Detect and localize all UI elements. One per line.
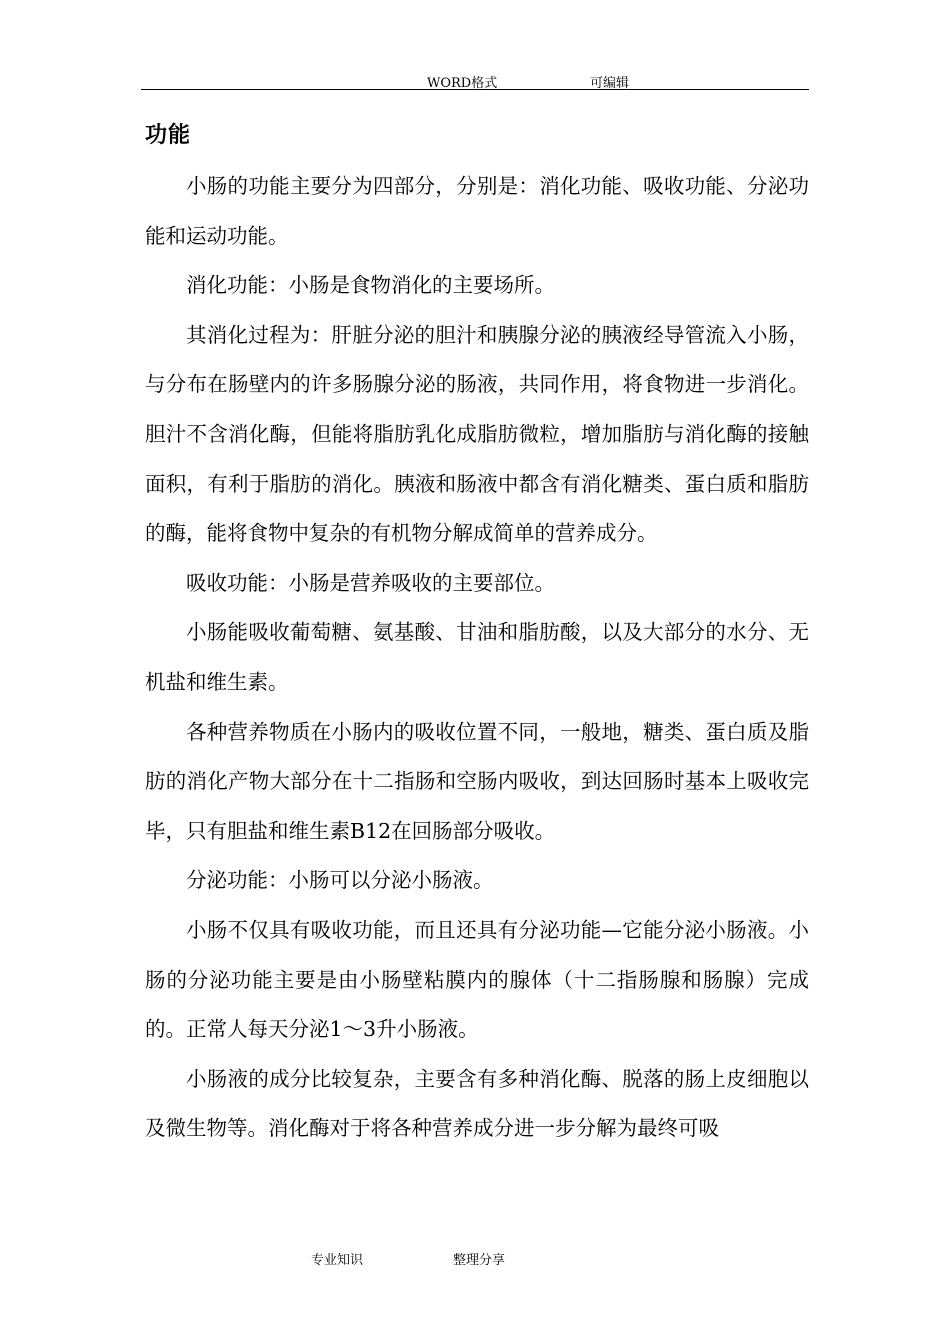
paragraph: 小肠能吸收葡萄糖、氨基酸、甘油和脂肪酸，以及大部分的水分、无机盐和维生素。 [145, 620, 809, 694]
paragraph: 分泌功能：小肠可以分泌小肠液。 [186, 868, 494, 893]
footer-right-label: 整理分享 [453, 1253, 506, 1268]
paragraph: 吸收功能：小肠是营养吸收的主要部位。 [186, 570, 555, 595]
section-title: 功能 [145, 123, 192, 148]
paragraph: 消化功能：小肠是食物消化的主要场所。 [186, 273, 555, 298]
paragraph: 小肠不仅具有吸收功能，而且还具有分泌功能—它能分泌小肠液。小肠的分泌功能主要是由小肠壁粘膜内的腺体（十二指肠腺和肠腺）完成的。正常人每天分泌1～3升小肠液。 [145, 917, 809, 1042]
paragraph: 小肠的功能主要分为四部分，分别是：消化功能、吸收功能、分泌功能和运动功能。 [145, 174, 809, 248]
header-editable-label: 可编辑 [590, 76, 630, 91]
paragraph: 其消化过程为：肝脏分泌的胆汁和胰腺分泌的胰液经导管流入小肠，与分布在肠壁内的许多肠腺分泌的肠液，共同作用，将食物进一步消化。胆汁不含消化酶，但能将脂肪乳化成脂肪微粒，增加脂肪与消化酶的接触面积，有利于脂肪的消化。胰液和肠液中都含有消化糖类、蛋白质和脂肪的酶，能将食物中复杂的有机物分解成简单的营养成分。 [145, 322, 809, 546]
page-header [141, 70, 809, 90]
paragraph: 各种营养物质在小肠内的吸收位置不同，一般地，糖类、蛋白质及脂肪的消化产物大部分在十二指肠和空肠内吸收，到达回肠时基本上吸收完毕，只有胆盐和维生素B12在回肠部分吸收。 [145, 719, 809, 843]
footer-left-label: 专业知识 [311, 1253, 364, 1268]
paragraph: 小肠液的成分比较复杂，主要含有多种消化酶、脱落的肠上皮细胞以及微生物等。消化酶对于将各种营养成分进一步分解为最终可吸 [145, 1066, 809, 1141]
document-body [145, 162, 809, 1154]
header-format-label: WORD格式 [427, 76, 498, 91]
